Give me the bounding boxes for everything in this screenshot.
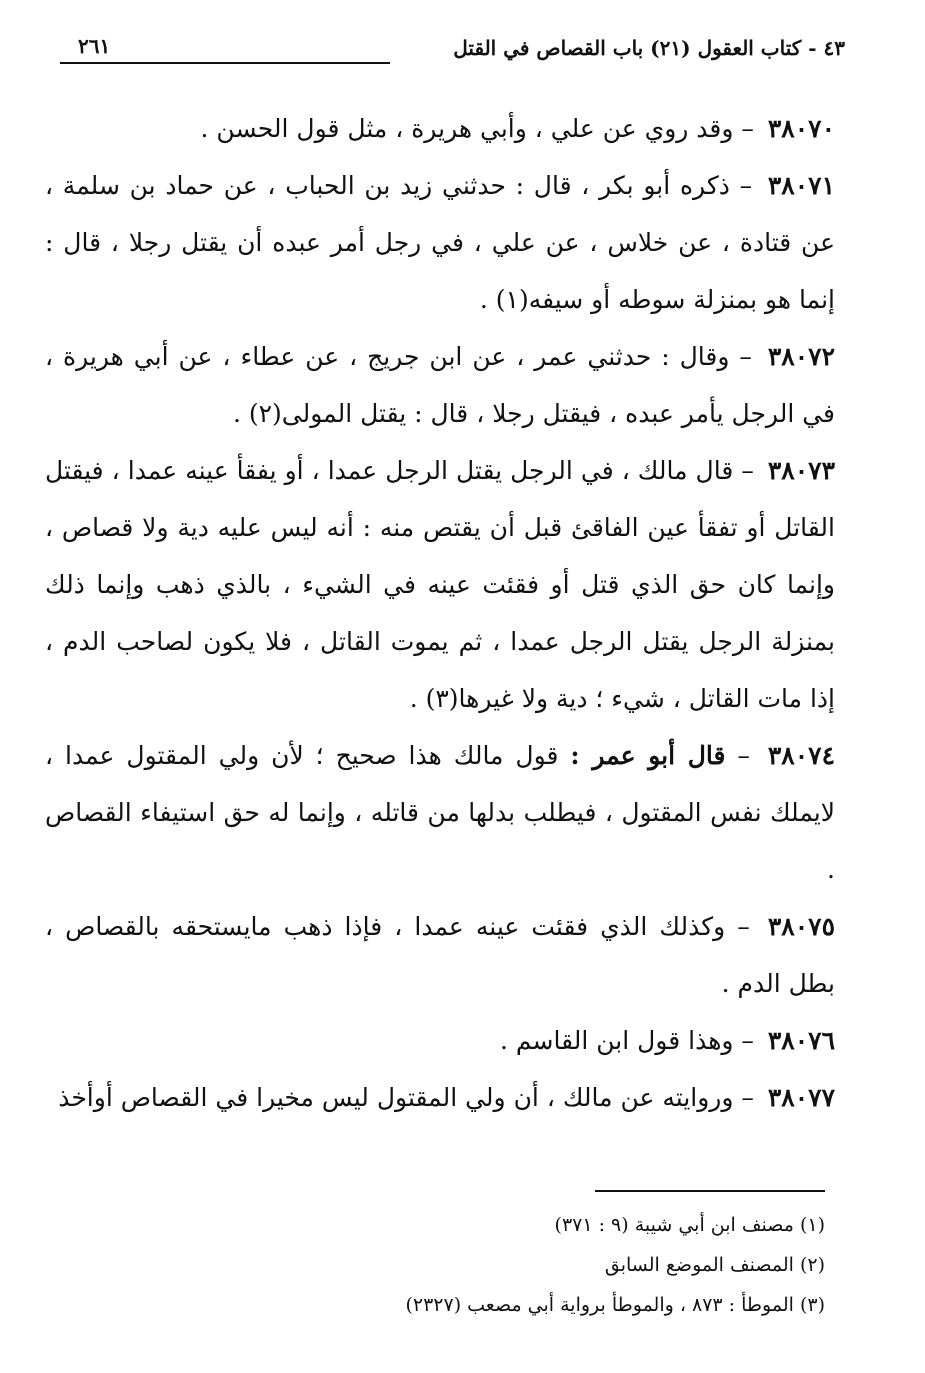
- paragraph-text: قول مالك هذا صحيح ؛ لأن ولي المقتول عمدا ، لايملك نفس المقتول ، فيطلب بدلها من قاتله ، وإنما له حق استيفاء القصاص .: [45, 741, 835, 884]
- paragraph-38071: ٣٨٠٧١ – ذكره أبو بكر ، قال : حدثني زيد بن الحباب ، عن حماد بن سلمة ، عن قتادة ، عن خلاس ، عن علي ، في رجل أمر عبده أن يقتل رجلا ، قال : إنما هو بمنزلة سوطه أو سيفه(١) .: [45, 171, 835, 314]
- paragraph-number: ٣٨٠٧٤: [767, 741, 835, 770]
- paragraph-38070: ٣٨٠٧٠ – وقد روي عن علي ، وأبي هريرة ، مثل قول الحسن .: [200, 114, 835, 143]
- footnote-3: (٣) الموطأ : ٨٧٣ ، والموطأ برواية أبي مصعب (٢٣٢٧): [405, 1294, 825, 1316]
- footnote-rule: [595, 1190, 825, 1192]
- page-header: [60, 28, 845, 78]
- paragraph-number: ٣٨٠٧٥: [767, 912, 835, 941]
- paragraph-number: ٣٨٠٧١: [767, 171, 835, 200]
- paragraph-number: ٣٨٠٧٦: [767, 1026, 835, 1055]
- page-body: [45, 100, 835, 1126]
- paragraph-38076: ٣٨٠٧٦ – وهذا قول ابن القاسم .: [500, 1026, 835, 1055]
- paragraph-number: ٣٨٠٧٧: [767, 1083, 835, 1112]
- footnote-2: (٢) المصنف الموضع السابق: [604, 1254, 825, 1276]
- footnote-1: (١) مصنف ابن أبي شيبة (٩ : ٣٧١): [554, 1214, 825, 1236]
- paragraph-number: ٣٨٠٧٣: [767, 456, 835, 485]
- paragraph-38075: ٣٨٠٧٥ – وكذلك الذي فقئت عينه عمدا ، فإذا ذهب مايستحقه بالقصاص ، بطل الدم .: [45, 912, 835, 998]
- paragraph-lead: قال أبو عمر :: [570, 741, 726, 770]
- page-number: ٢٦١: [78, 34, 111, 58]
- paragraph-text: وكذلك الذي فقئت عينه عمدا ، فإذا ذهب مايستحقه بالقصاص ، بطل الدم .: [45, 912, 835, 998]
- paragraph-number: ٣٨٠٧٢: [767, 342, 835, 371]
- paragraph-38074: ٣٨٠٧٤ – قال أبو عمر : قول مالك هذا صحيح ؛ لأن ولي المقتول عمدا ، لايملك نفس المقتول ، فيطلب بدلها من قاتله ، وإنما له حق استيفاء القصاص .: [45, 741, 835, 884]
- header-title: ٤٣ - كتاب العقول (٢١) باب القصاص في القتل: [453, 36, 845, 60]
- paragraph-text: ذكره أبو بكر ، قال : حدثني زيد بن الحباب ، عن حماد بن سلمة ، عن قتادة ، عن خلاس ، عن علي ، في رجل أمر عبده أن يقتل رجلا ، قال : إنما هو بمنزلة سوطه أو سيفه(١) .: [45, 171, 835, 314]
- paragraph-text: وهذا قول ابن القاسم .: [500, 1026, 734, 1055]
- paragraph-38073: ٣٨٠٧٣ – قال مالك ، في الرجل يقتل الرجل عمدا ، أو يفقأ عينه عمدا ، فيقتل القاتل أو تفقأ عين الفاقئ قبل أن يقتص منه : أنه ليس عليه دية ولا قصاص ، وإنما كان حق الذي قتل أو فقئت عينه في الشيء ، بالذي ذهب وإنما ذلك بمنزلة الرجل يقتل الرجل عمدا ، ثم يموت القاتل ، فلا يكون لصاحب الدم ، إذا مات القاتل ، شيء ؛ دية ولا غيرها(٣) .: [45, 456, 835, 713]
- footnotes: [300, 1205, 825, 1325]
- paragraph-number: ٣٨٠٧٠: [767, 114, 835, 143]
- paragraph-text: وروايته عن مالك ، أن ولي المقتول ليس مخيرا في القصاص أوأخذ: [58, 1083, 734, 1112]
- paragraph-text: وقال : حدثني عمر ، عن ابن جريج ، عن عطاء ، عن أبي هريرة ، في الرجل يأمر عبده ، فيقتل رجلا ، قال : يقتل المولى(٢) .: [45, 342, 835, 428]
- paragraph-text: وقد روي عن علي ، وأبي هريرة ، مثل قول الحسن .: [200, 114, 734, 143]
- paragraph-38077: ٣٨٠٧٧ – وروايته عن مالك ، أن ولي المقتول ليس مخيرا في القصاص أوأخذ: [58, 1083, 835, 1112]
- paragraph-38072: ٣٨٠٧٢ – وقال : حدثني عمر ، عن ابن جريج ، عن عطاء ، عن أبي هريرة ، في الرجل يأمر عبده ، فيقتل رجلا ، قال : يقتل المولى(٢) .: [45, 342, 835, 428]
- paragraph-text: قال مالك ، في الرجل يقتل الرجل عمدا ، أو يفقأ عينه عمدا ، فيقتل القاتل أو تفقأ عين الفاقئ قبل أن يقتص منه : أنه ليس عليه دية ولا قصاص ، وإنما كان حق الذي قتل أو فقئت عينه في الشيء ، بالذي ذهب وإنما ذلك بمنزلة الرجل يقتل الرجل عمدا ، ثم يموت القاتل ، فلا يكون لصاحب الدم ، إذا مات القاتل ، شيء ؛ دية ولا غيرها(٣) .: [45, 456, 835, 713]
- header-rule: [60, 62, 390, 64]
